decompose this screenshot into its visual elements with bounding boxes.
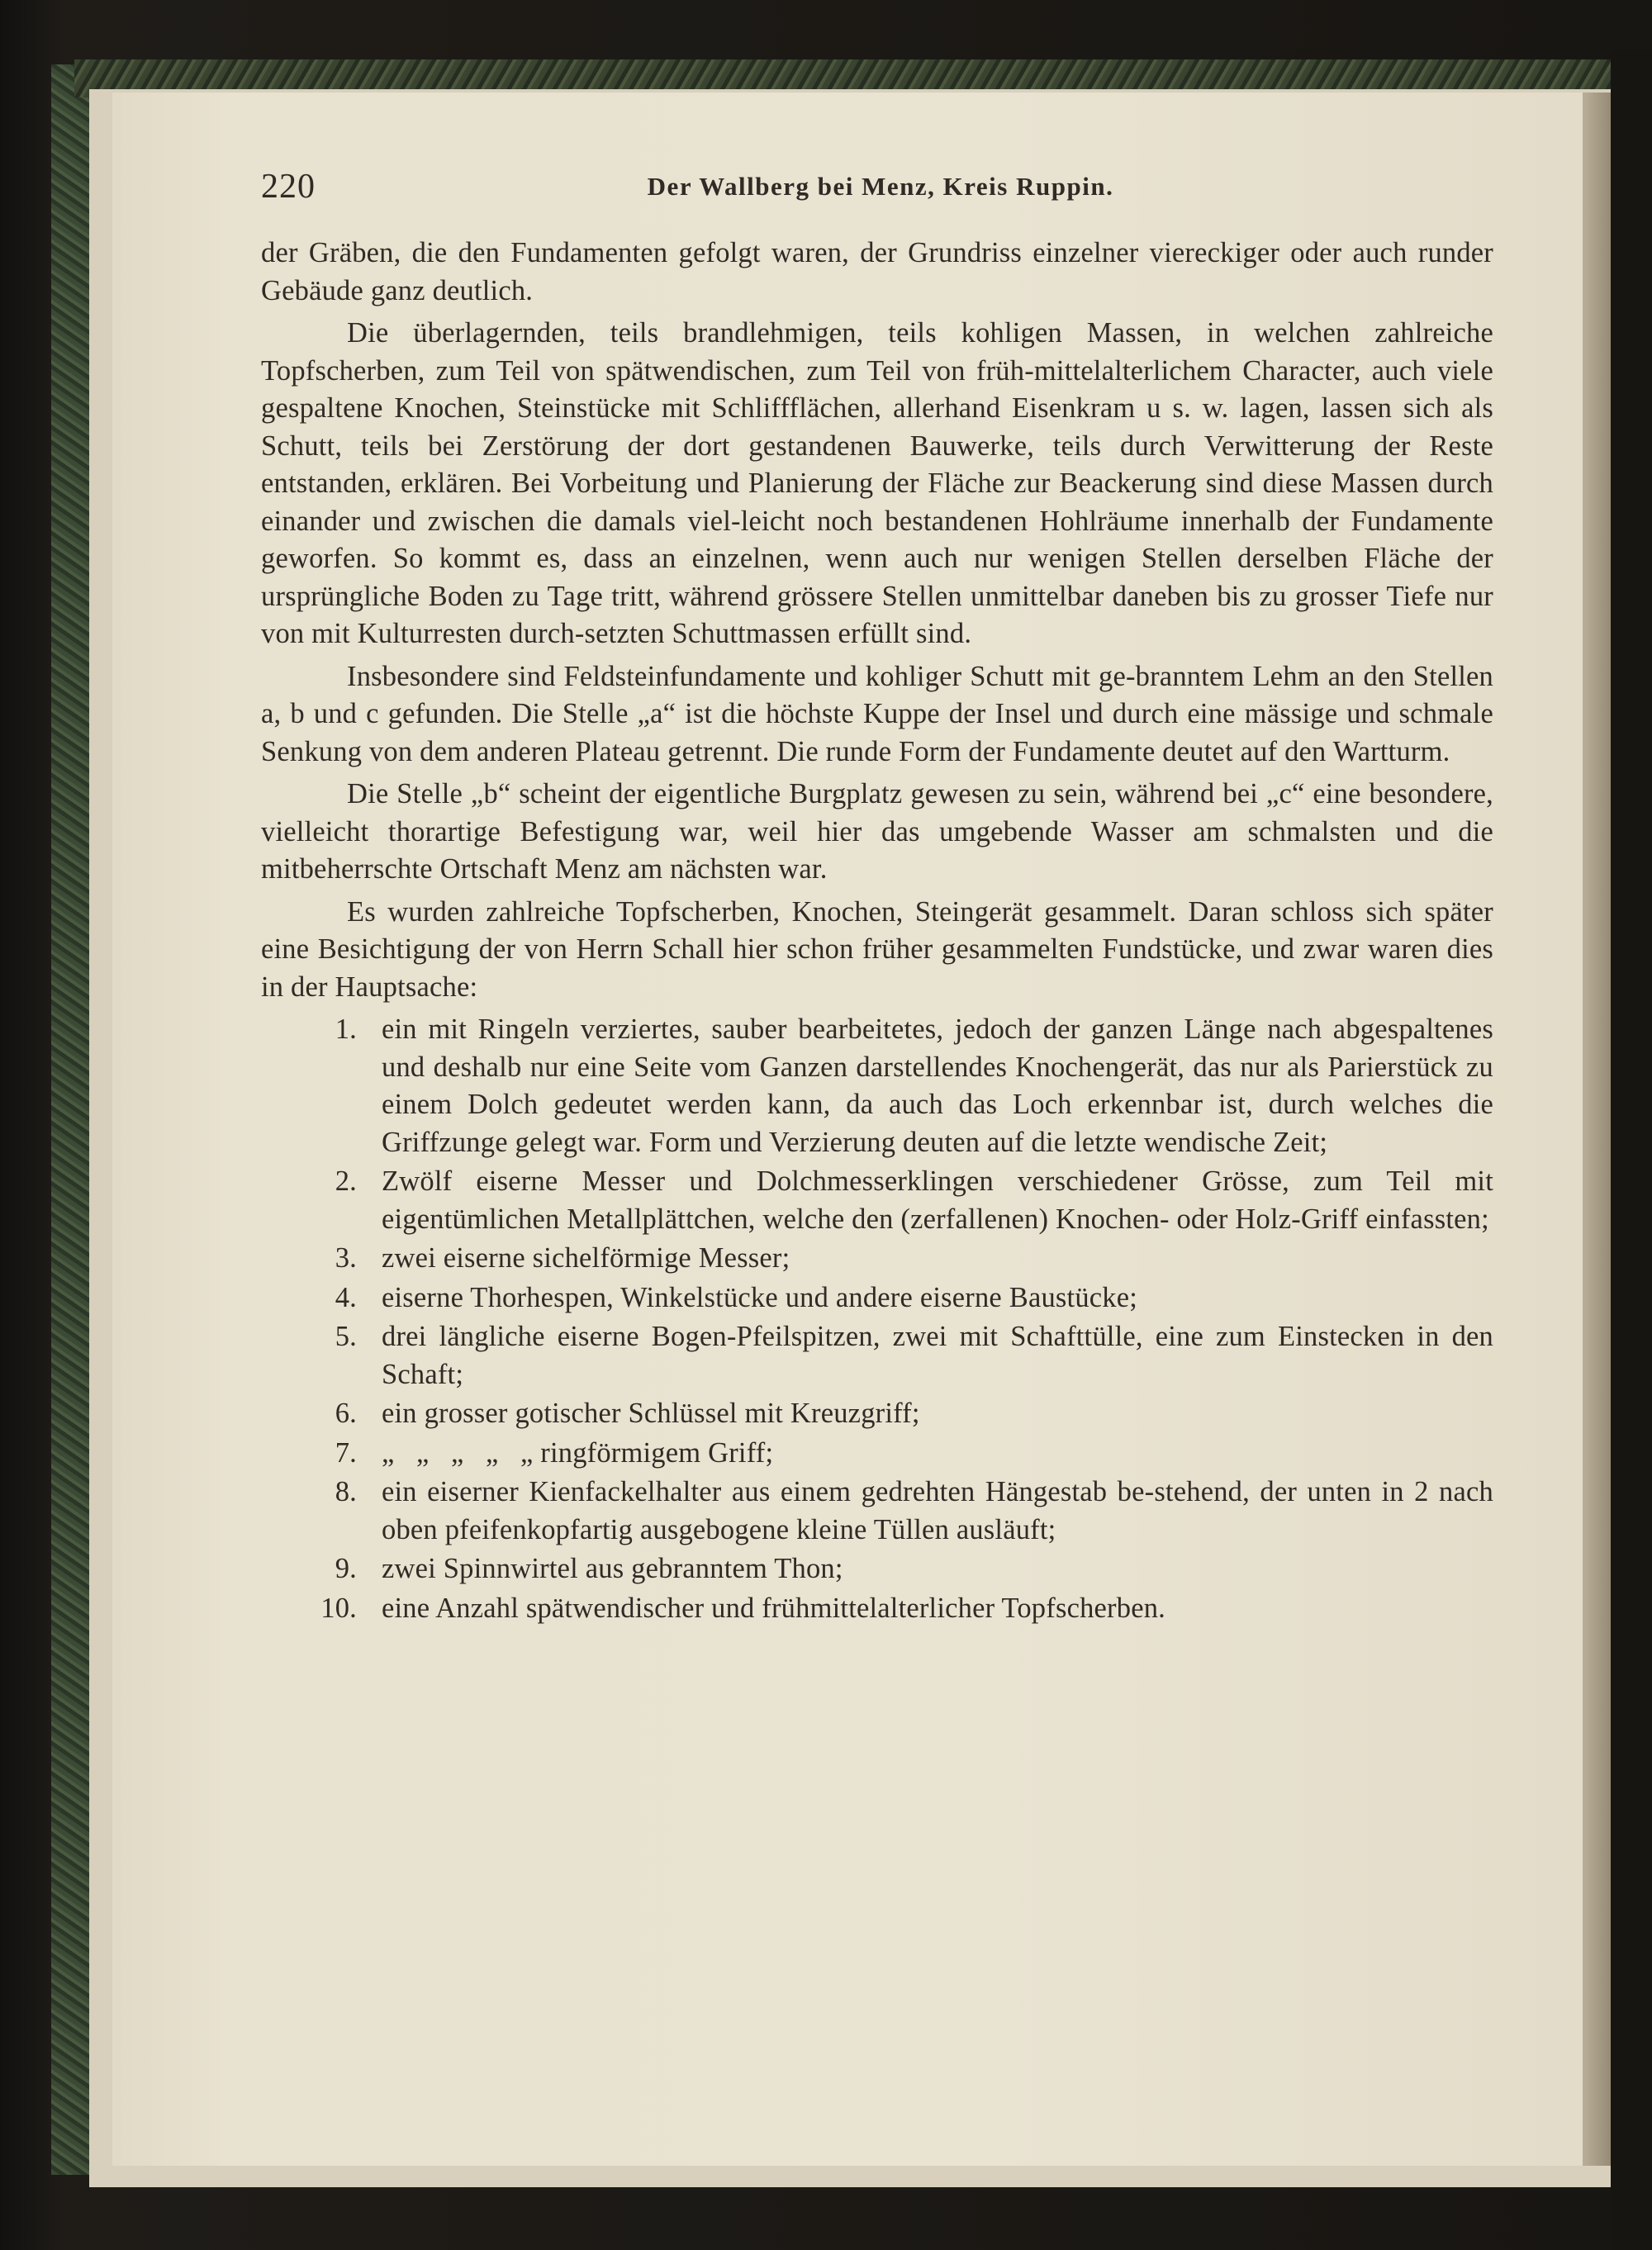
list-item (261, 1474, 1493, 1549)
list-item (261, 1240, 1493, 1278)
page-header (261, 167, 1500, 216)
find-list (261, 1011, 1493, 1627)
list-number: 6. (335, 1398, 357, 1429)
list-text: „ „ „ „ „ ringförmigem Griff; (382, 1436, 774, 1469)
list-text: eiserne Thorhespen, Winkelstücke und andere eiserne Baustücke; (382, 1281, 1138, 1313)
paragraph: Es wurden zahlreiche Topfscherben, Knochen, Steingerät gesammelt. Daran schloss sich später eine Besichtigung der von Herrn Schall hier schon früher gesammelten Fundstücke, und zwar waren dies in der Hauptsache: (261, 895, 1493, 1003)
list-number: 10. (320, 1592, 357, 1624)
list-number: 5. (335, 1321, 357, 1352)
list-item (261, 1279, 1493, 1317)
list-item (261, 1395, 1493, 1433)
list-item (261, 1163, 1493, 1238)
list-number: 1. (335, 1013, 357, 1045)
list-text: ein eiserner Kienfackelhalter aus einem gedrehten Hängestab be-stehend, der unten in 2 nach oben pfeifenkopfartig ausgebogene kleine Tüllen ausläuft; (382, 1476, 1493, 1545)
body-text (261, 235, 1493, 1629)
list-number: 7. (335, 1436, 357, 1469)
paragraph: Die Stelle „b“ scheint der eigentliche Burgplatz gewesen zu sein, während bei „c“ eine besondere, vielleicht thorartige Befestigung war, weil hier das umgebende Wasser am schmalsten und die mitbeherrschte Ortschaft Menz am nächsten war. (261, 778, 1493, 885)
list-number: 2. (335, 1165, 357, 1197)
paragraph: Die überlagernden, teils brandlehmigen, teils kohligen Massen, in welchen zahlreiche Topfscherben, zum Teil von spätwendischen, zum Teil von früh-mittelalterlichem Character, auch viele gespaltene Knochen, Steinstücke mit Schliffflächen, allerhand Eisenkram u s. w. lagen, lassen sich als Schutt, teils bei Zerstörung der dort gestandenen Bauwerke, teils durch Verwitterung der Reste entstanden, erklären. Bei Vorbeitung und Planierung der Fläche zur Beackerung sind diese Massen durch einander und zwischen die damals viel-leicht noch bestandenen Hohlräume innerhalb der Fundamente geworfen. So kommt es, dass an einzelnen, wenn auch nur wenigen Stellen derselben Fläche der ursprüngliche Boden zu Tage tritt, während grössere Stellen unmittelbar daneben bis zu grosser Tiefe nur von mit Kulturresten durch-setzten Schuttmassen erfüllt sind. (261, 317, 1493, 649)
list-text: zwei Spinnwirtel aus gebranntem Thon; (382, 1553, 843, 1584)
paragraph: der Gräben, die den Fundamenten gefolgt waren, der Grundriss einzelner viereckiger oder auch runder Gebäude ganz deutlich. (261, 237, 1493, 306)
list-item (261, 1318, 1493, 1393)
running-head: Der Wallberg bei Menz, Kreis Ruppin. (647, 172, 1114, 201)
list-text: ein mit Ringeln verziertes, sauber bearbeitetes, jedoch der ganzen Länge nach abgespaltenes und deshalb nur eine Seite vom Ganzen darstellendes Knochengerät, das nur als Parierstück zu einem Dolch gedeutet werden kann, da auch das Loch erkennbar ist, durch welches die Griffzunge gelegt war. Form und Verzierung deuten auf die letzte wendische Zeit; (382, 1013, 1493, 1158)
list-item (261, 1011, 1493, 1161)
page-number: 220 (261, 168, 316, 206)
paragraph: Insbesondere sind Feldsteinfundamente und kohliger Schutt mit ge-branntem Lehm an den Stellen a, b und c gefunden. Die Stelle „a“ ist die höchste Kuppe der Insel und durch eine mässige und schmale Senkung von dem anderen Plateau getrennt. Die runde Form der Fundamente deutet auf den Wartturm. (261, 660, 1493, 767)
list-number: 8. (335, 1476, 357, 1507)
list-number: 3. (335, 1242, 357, 1274)
list-text: zwei eiserne sichelförmige Messer; (382, 1242, 790, 1274)
list-text: Zwölf eiserne Messer und Dolchmesserklingen verschiedener Grösse, zum Teil mit eigentümlichen Metallplättchen, welche den (zerfallenen) Knochen- oder Holz-Griff einfassten; (382, 1165, 1493, 1235)
list-text: ein grosser gotischer Schlüssel mit Kreuzgriff; (382, 1398, 920, 1429)
list-number: 9. (335, 1553, 357, 1584)
list-item (261, 1590, 1493, 1628)
book-page (112, 93, 1583, 2166)
list-text: eine Anzahl spätwendischer und frühmittelalterlicher Topfscherben. (382, 1592, 1165, 1624)
list-text: drei längliche eiserne Bogen-Pfeilspitzen, zwei mit Schafttülle, eine zum Einstecken in den Schaft; (382, 1321, 1493, 1390)
list-item (261, 1550, 1493, 1588)
list-item (261, 1435, 1493, 1473)
book-spine (1611, 50, 1652, 2250)
list-number: 4. (335, 1281, 357, 1313)
